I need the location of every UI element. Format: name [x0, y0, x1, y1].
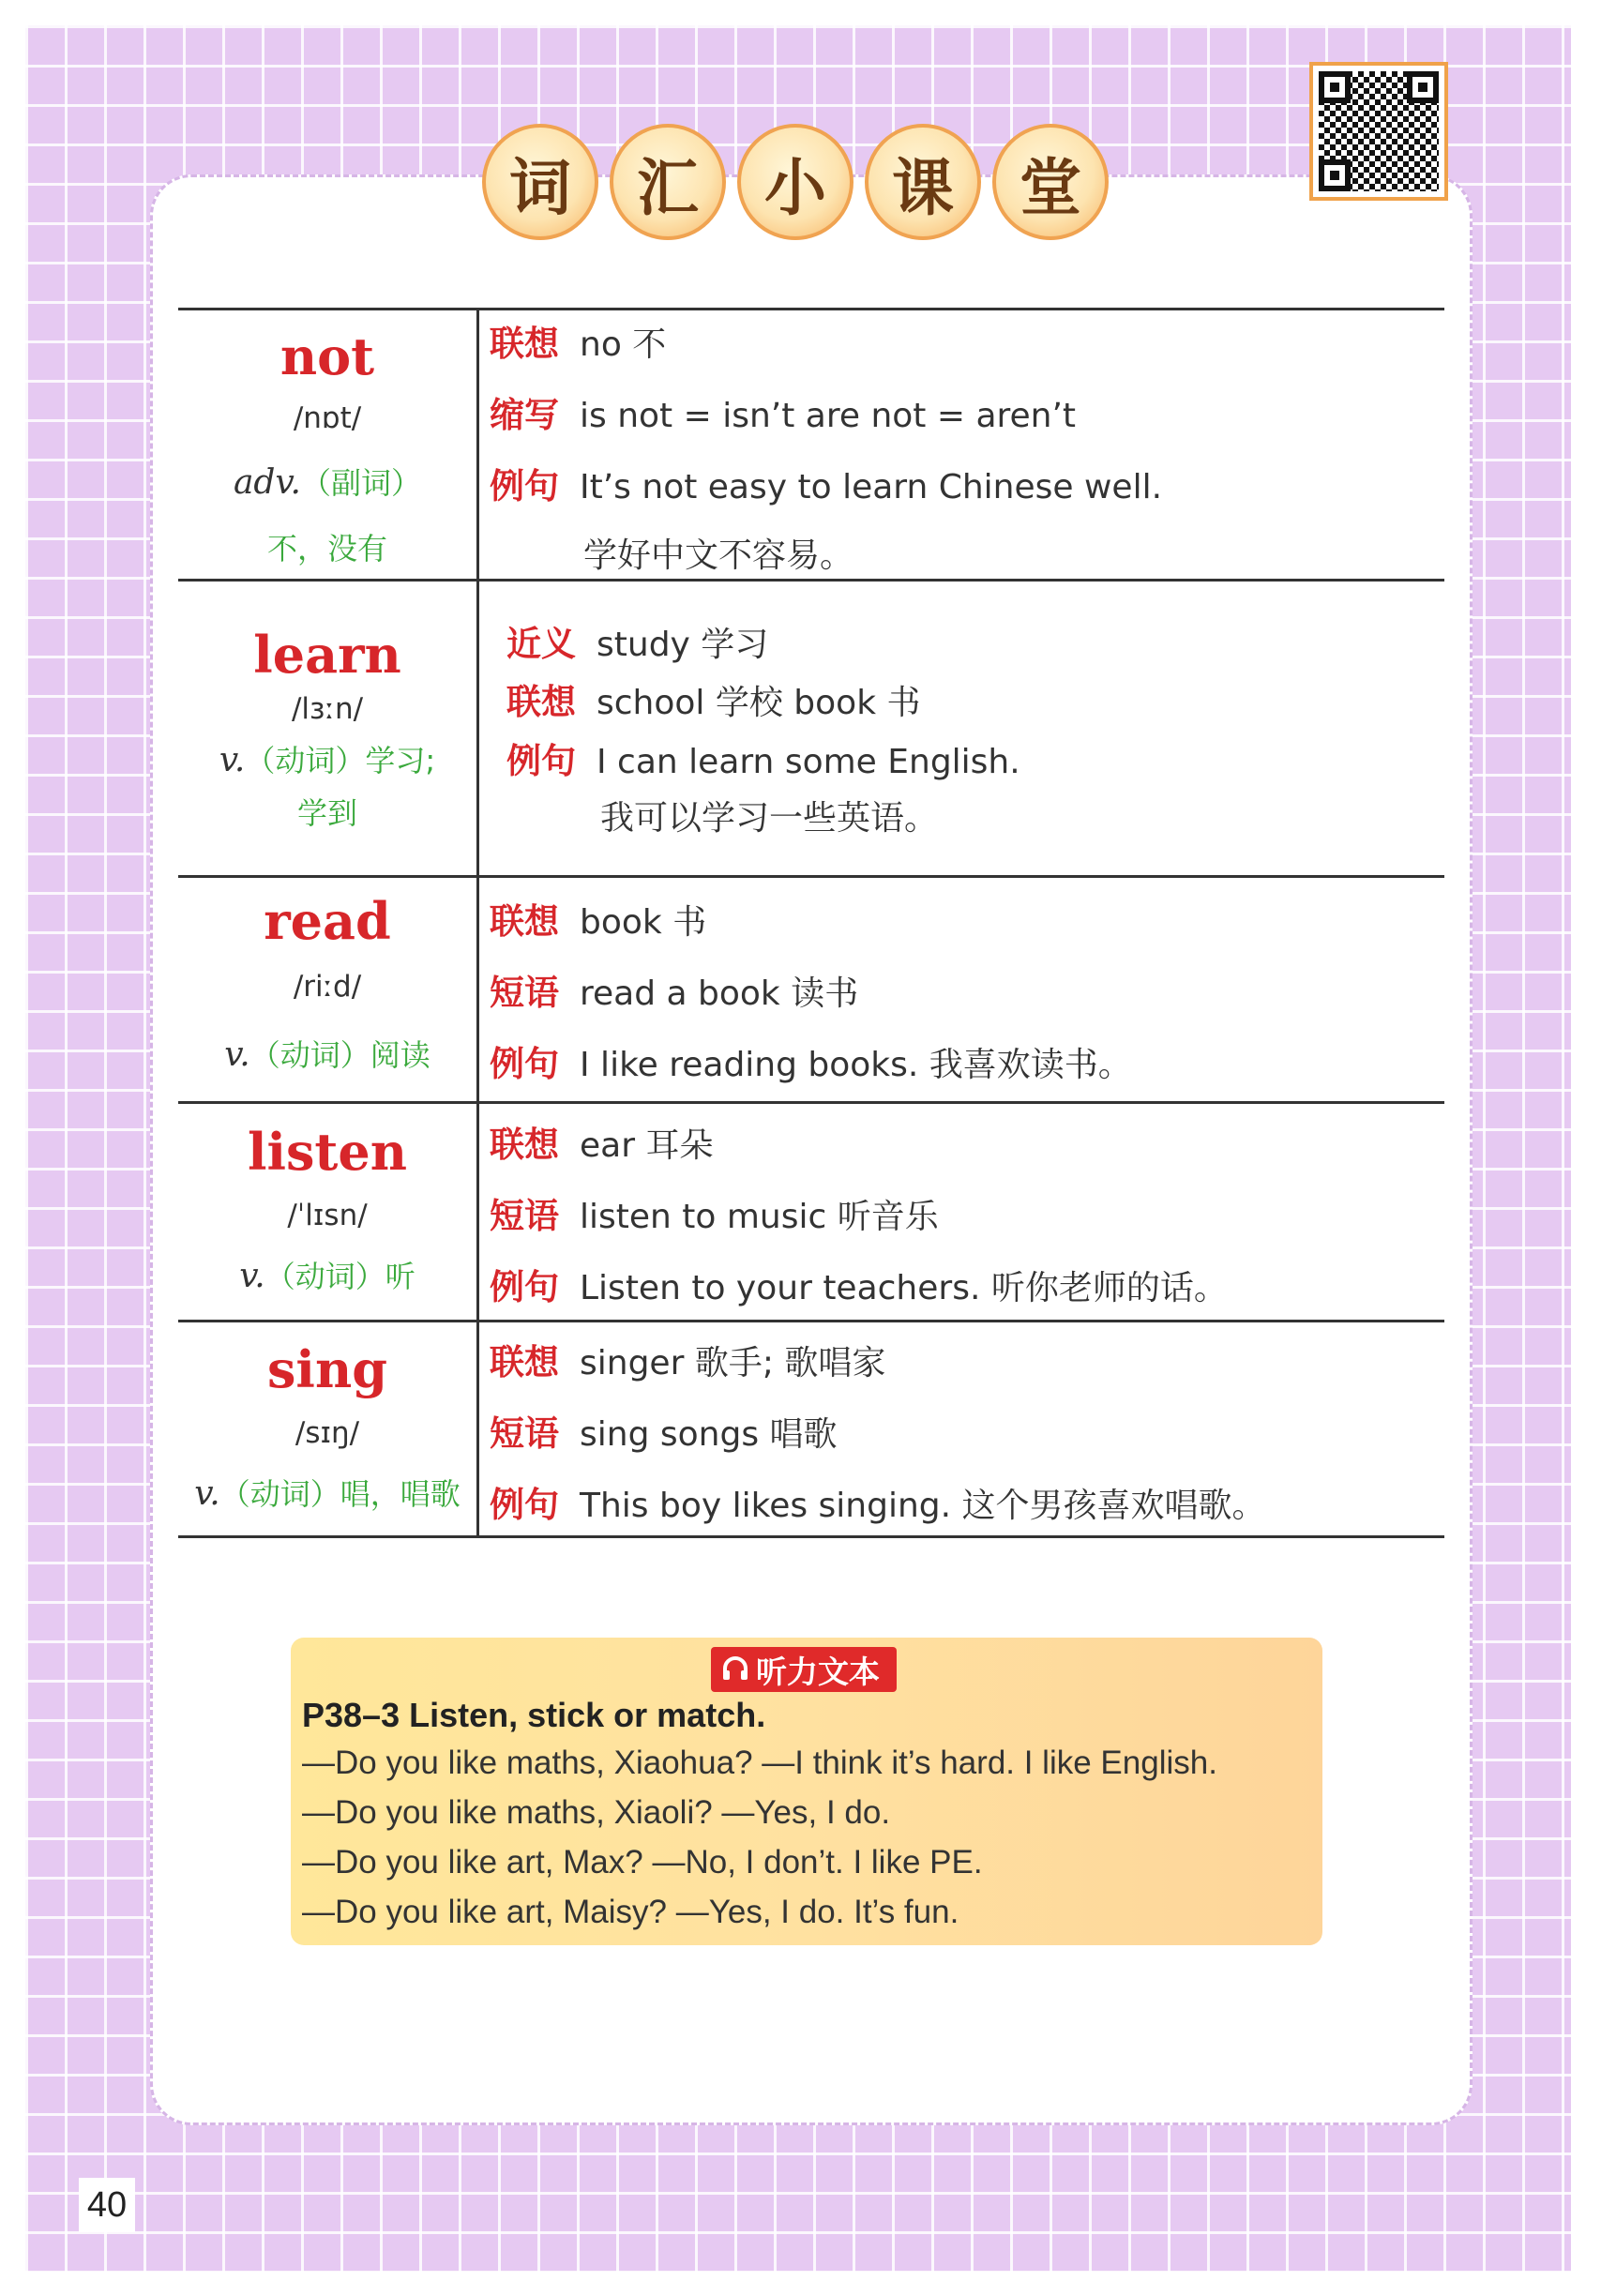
listening-text-box	[291, 1638, 1322, 1945]
vocab-meaning: 不，没有	[266, 531, 387, 566]
qr-code[interactable]	[1309, 62, 1448, 201]
entry-text: 学好中文不容易。	[583, 536, 854, 575]
table-divider	[178, 875, 1444, 878]
listening-line: —Do you like art, Maisy? —Yes, I do. It’s fun.	[302, 1894, 959, 1930]
vocab-entry	[506, 733, 1020, 783]
vocab-pos	[178, 1032, 476, 1075]
entry-text: school 学校 book 书	[597, 684, 921, 722]
pos-cn: （动词）学习;	[245, 743, 436, 778]
title-char: 词	[482, 124, 598, 240]
vocab-entry	[490, 1035, 1132, 1086]
entry-text: This boy likes singing. 这个男孩喜欢唱歌。	[580, 1487, 1266, 1525]
qr-pattern	[1319, 71, 1439, 191]
entry-label: 联想	[490, 324, 559, 364]
entry-text: listen to music 听音乐	[580, 1198, 939, 1236]
vocab-entry	[490, 315, 666, 366]
entry-label: 联想	[506, 682, 576, 722]
vocab-meaning: 学到	[296, 795, 357, 831]
table-divider	[178, 1101, 1444, 1104]
vocab-entry	[506, 615, 768, 666]
vocab-entry	[600, 792, 938, 839]
entry-label: 短语	[490, 973, 559, 1013]
pos-cn: （副词）	[301, 465, 422, 501]
vocab-entry	[490, 1259, 1228, 1309]
entry-text: is not = isn’t are not = aren’t	[580, 397, 1077, 435]
table-divider	[178, 1535, 1444, 1538]
table-divider	[178, 1320, 1444, 1322]
vocab-entry	[490, 893, 706, 944]
pos-abbr: v.	[224, 1035, 250, 1074]
entry-text: read a book 读书	[580, 974, 859, 1013]
listening-line: —Do you like maths, Xiaoli? —Yes, I do.	[302, 1794, 891, 1831]
entry-text: study 学习	[597, 626, 769, 664]
vocab-entry	[490, 1116, 713, 1167]
vocab-pos	[178, 1471, 476, 1514]
vocab-entry	[490, 386, 1076, 437]
vocab-entry	[490, 964, 858, 1015]
title-char: 小	[737, 124, 853, 240]
vocab-entry	[490, 1334, 885, 1384]
entry-text: no 不	[580, 325, 667, 364]
vocab-word: listen	[248, 1122, 407, 1182]
table-divider	[178, 579, 1444, 582]
listening-title: P38–3 Listen, stick or match.	[302, 1696, 766, 1734]
pos-abbr: adv.	[233, 463, 301, 502]
entry-label: 短语	[490, 1413, 559, 1454]
entry-text: I like reading books. 我喜欢读书。	[580, 1046, 1132, 1084]
qr-finder	[1407, 71, 1439, 103]
vocab-phonetic: /nɒt/	[293, 401, 362, 435]
entry-label: 缩写	[490, 395, 559, 435]
page-title	[482, 124, 1139, 246]
entry-text: sing songs 唱歌	[580, 1415, 838, 1454]
vocab-entry	[583, 529, 853, 577]
pos-cn: （动词）唱，唱歌	[219, 1476, 461, 1512]
vocab-phonetic: /riːd/	[293, 970, 362, 1004]
vocab-phonetic: /lɜːn/	[291, 692, 364, 726]
entry-label: 联想	[490, 1125, 559, 1165]
entry-text: It’s not easy to learn Chinese well.	[580, 468, 1163, 506]
table-divider	[178, 308, 1444, 310]
table-column-divider	[476, 308, 479, 1536]
pos-cn: （动词）听	[264, 1259, 415, 1294]
vocab-word: read	[264, 891, 391, 951]
entry-label: 例句	[490, 466, 559, 506]
headphones-icon	[722, 1652, 748, 1688]
vocab-phonetic: /ˈlɪsn/	[287, 1199, 368, 1232]
qr-finder	[1319, 159, 1351, 191]
vocab-pos	[178, 460, 476, 503]
pos-abbr: v.	[239, 1257, 265, 1295]
vocab-entry	[490, 1187, 939, 1238]
pos-abbr: v.	[194, 1474, 220, 1513]
entry-label: 例句	[490, 1044, 559, 1084]
pos-cn: （动词）阅读	[249, 1037, 430, 1073]
entry-label: 近义	[506, 624, 576, 664]
entry-label: 例句	[490, 1267, 559, 1307]
vocab-word: sing	[267, 1339, 387, 1399]
vocab-pos	[178, 737, 476, 780]
listening-tag	[711, 1647, 897, 1692]
entry-label: 联想	[490, 1342, 559, 1382]
page-number: 40	[79, 2178, 135, 2232]
entry-text: I can learn some English.	[597, 743, 1020, 781]
vocab-word: learn	[253, 625, 401, 685]
entry-text: 我可以学习一些英语。	[600, 799, 939, 838]
listening-line: —Do you like maths, Xiaohua? —I think it’s hard. I like English.	[302, 1745, 1217, 1781]
title-char: 课	[865, 124, 981, 240]
qr-finder	[1319, 71, 1351, 103]
entry-label: 短语	[490, 1196, 559, 1236]
vocab-entry	[490, 1405, 838, 1456]
vocab-pos	[178, 1253, 476, 1296]
entry-text: ear 耳朵	[580, 1126, 714, 1165]
title-char: 汇	[610, 124, 726, 240]
listening-tag-label: 听力文本	[756, 1653, 880, 1690]
vocab-entry	[490, 458, 1162, 508]
entry-label: 联想	[490, 901, 559, 942]
entry-text: book 书	[580, 903, 707, 942]
title-char: 堂	[992, 124, 1109, 240]
vocab-entry	[490, 1476, 1266, 1527]
vocab-entry	[506, 673, 921, 724]
entry-text: singer 歌手; 歌唱家	[580, 1344, 886, 1382]
listening-line: —Do you like art, Max? —No, I don’t. I like PE.	[302, 1844, 983, 1881]
vocab-word: not	[279, 326, 375, 386]
entry-text: Listen to your teachers. 听你老师的话。	[580, 1269, 1228, 1307]
entry-label: 例句	[506, 741, 576, 781]
entry-label: 例句	[490, 1485, 559, 1525]
pos-abbr: v.	[219, 741, 246, 779]
vocab-phonetic: /sɪŋ/	[295, 1416, 360, 1450]
